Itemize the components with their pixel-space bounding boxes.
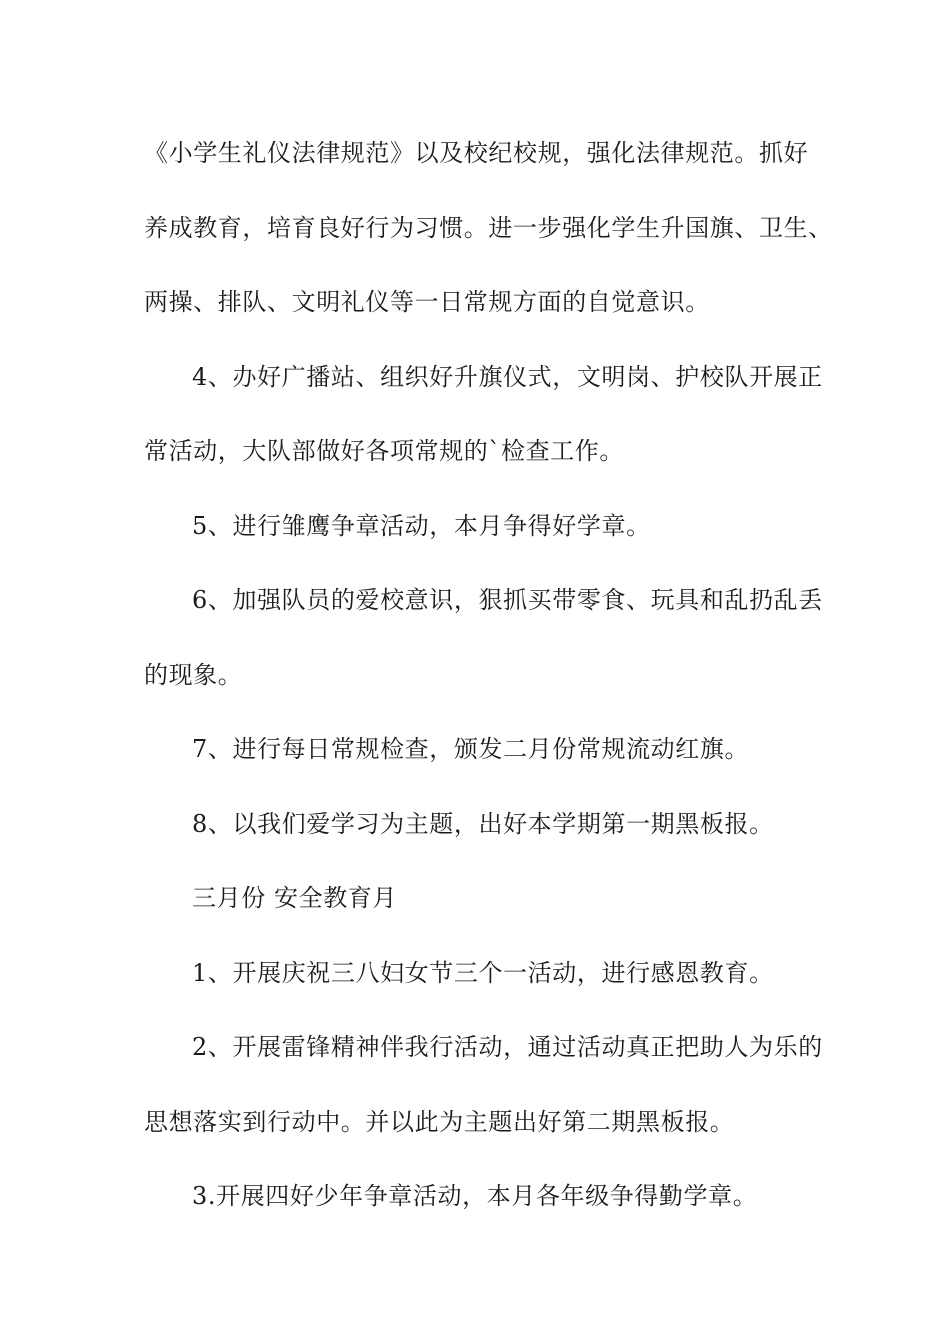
list-item-8: 8、以我们爱学习为主题，出好本学期第一期黑板报。 bbox=[192, 810, 774, 838]
paragraph-line: 《小学生礼仪法律规范》以及校纪校规，强化法律规范。抓好 bbox=[144, 139, 809, 167]
list-item-7: 7、进行每日常规检查，颁发二月份常规流动红旗。 bbox=[192, 735, 750, 763]
paragraph-line: 两操、排队、文明礼仪等一日常规方面的自觉意识。 bbox=[144, 288, 710, 316]
section-heading-march: 三月份 安全教育月 bbox=[192, 884, 398, 912]
list-item-3: 3.开展四好少年争章活动，本月各年级争得勤学章。 bbox=[192, 1182, 758, 1210]
list-item-4: 4、办好广播站、组织好升旗仪式，文明岗、护校队开展正 bbox=[192, 363, 823, 391]
paragraph-line: 养成教育，培育良好行为习惯。进一步强化学生升国旗、卫生、 bbox=[144, 214, 833, 242]
list-item-2: 2、开展雷锋精神伴我行活动，通过活动真正把助人为乐的 bbox=[192, 1033, 823, 1061]
paragraph-line: 常活动，大队部做好各项常规的`检查工作。 bbox=[144, 437, 624, 465]
paragraph-line: 的现象。 bbox=[144, 661, 243, 689]
paragraph-line: 思想落实到行动中。并以此为主题出好第二期黑板报。 bbox=[144, 1108, 735, 1136]
list-item-5: 5、进行雏鹰争章活动，本月争得好学章。 bbox=[192, 512, 651, 540]
list-item-6: 6、加强队员的爱校意识，狠抓买带零食、玩具和乱扔乱丢 bbox=[192, 586, 823, 614]
list-item-1: 1、开展庆祝三八妇女节三个一活动，进行感恩教育。 bbox=[192, 959, 774, 987]
